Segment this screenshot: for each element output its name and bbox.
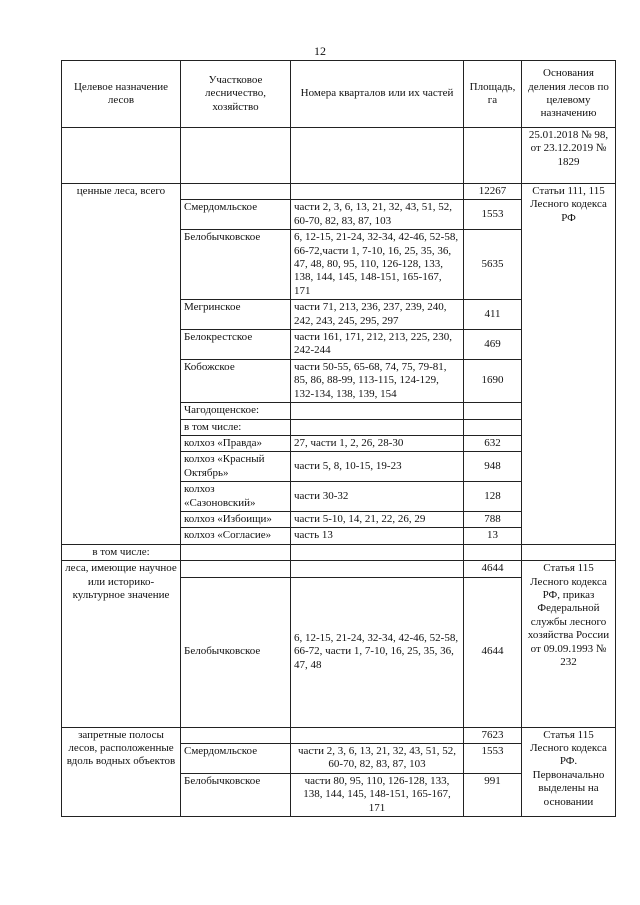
strips-total-empty [181, 727, 291, 743]
forestry-cell: колхоз «Согласие» [181, 528, 291, 544]
forestry-cell: Белобычковское [181, 577, 291, 727]
incl-empty [181, 544, 291, 560]
area-cell: 5635 [464, 230, 522, 300]
strips-basis: Статья 115 Лесного кодекса РФ. Первоначально выделены на основании [522, 727, 616, 816]
quarters-cell: части 2, 3, 6, 13, 21, 32, 43, 51, 52, 60-70, 82, 83, 87, 103 [291, 743, 464, 773]
carry-empty [181, 128, 291, 184]
forestry-cell: Белобычковское [181, 230, 291, 300]
quarters-cell [291, 403, 464, 419]
incl-row [62, 544, 616, 560]
quarters-cell: части 5, 8, 10-15, 19-23 [291, 452, 464, 482]
valuable-total-row [62, 184, 616, 200]
incl-empty [522, 544, 616, 560]
valuable-total-empty [181, 184, 291, 200]
quarters-cell [291, 419, 464, 435]
scientific-total: 4644 [464, 561, 522, 577]
quarters-cell: части 30-32 [291, 482, 464, 512]
forestry-cell: колхоз «Избоищи» [181, 511, 291, 527]
area-cell: 469 [464, 330, 522, 360]
forestry-cell: Белобычковское [181, 773, 291, 816]
carry-basis: 25.01.2018 № 98, от 23.12.2019 № 1829 [522, 128, 616, 184]
area-cell: 632 [464, 435, 522, 451]
quarters-cell: части 2, 3, 6, 13, 21, 32, 43, 51, 52, 60-70, 82, 83, 87, 103 [291, 200, 464, 230]
valuable-total: 12267 [464, 184, 522, 200]
valuable-total-empty [291, 184, 464, 200]
area-cell [464, 419, 522, 435]
area-cell: 1553 [464, 743, 522, 773]
scientific-label: леса, имеющие научное или историко-культурное значение [62, 561, 181, 727]
carry-empty [62, 128, 181, 184]
quarters-cell: части 71, 213, 236, 237, 239, 240, 242, 243, 245, 295, 297 [291, 300, 464, 330]
quarters-cell: части 5-10, 14, 21, 22, 26, 29 [291, 511, 464, 527]
quarters-cell: 6, 12-15, 21-24, 32-34, 42-46, 52-58, 66-72,части 1, 7-10, 16, 25, 35, 36, 47, 48, 80, 95, 110, 126-128, 133, 138, 144, 145, 148-151, 165-167, 171 [291, 230, 464, 300]
valuable-label: ценные леса, всего [62, 184, 181, 545]
strips-total-row [62, 727, 616, 743]
quarters-cell: части 80, 95, 110, 126-128, 133, 138, 144, 145, 148-151, 165-167, 171 [291, 773, 464, 816]
valuable-basis: Статьи 111, 115 Лесного кодекса РФ [522, 184, 616, 545]
quarters-cell: части 161, 171, 212, 213, 225, 230, 242-244 [291, 330, 464, 360]
page-number: 12 [314, 44, 326, 58]
header-purpose: Целевое назначение лесов [62, 61, 181, 128]
header-row [62, 61, 616, 128]
quarters-cell: 27, части 1, 2, 26, 28-30 [291, 435, 464, 451]
forest-purpose-table [61, 60, 616, 817]
carry-row [62, 128, 616, 184]
quarters-cell: части 50-55, 65-68, 74, 75, 79-81, 85, 86, 88-99, 113-115, 124-129, 132-134, 138, 139, 154 [291, 359, 464, 402]
area-cell: 788 [464, 511, 522, 527]
area-cell [464, 403, 522, 419]
area-cell: 4644 [464, 577, 522, 727]
forestry-cell: Кобожское [181, 359, 291, 402]
carry-empty [464, 128, 522, 184]
forestry-cell: колхоз «Красный Октябрь» [181, 452, 291, 482]
forestry-cell: Мегринское [181, 300, 291, 330]
forestry-cell: Смердомльское [181, 200, 291, 230]
scientific-total-empty [291, 561, 464, 577]
strips-label: запретные полосы лесов, расположенные вдоль водных объектов [62, 727, 181, 816]
forestry-cell: Белокрестское [181, 330, 291, 360]
forestry-cell: Смердомльское [181, 743, 291, 773]
incl-empty [291, 544, 464, 560]
header-quarters: Номера кварталов или их частей [291, 61, 464, 128]
area-cell: 1553 [464, 200, 522, 230]
scientific-total-empty [181, 561, 291, 577]
header-forestry: Участковое лесничество, хозяйство [181, 61, 291, 128]
header-basis: Основания деления лесов по целевому назначению [522, 61, 616, 128]
area-cell: 13 [464, 528, 522, 544]
area-cell: 411 [464, 300, 522, 330]
area-cell: 991 [464, 773, 522, 816]
forestry-cell: колхоз «Сазоновский» [181, 482, 291, 512]
strips-total: 7623 [464, 727, 522, 743]
incl-empty [464, 544, 522, 560]
forestry-cell: колхоз «Правда» [181, 435, 291, 451]
scientific-total-row [62, 561, 616, 577]
forestry-cell: в том числе: [181, 419, 291, 435]
forestry-cell: Чагодощенское: [181, 403, 291, 419]
quarters-cell: 6, 12-15, 21-24, 32-34, 42-46, 52-58, 66-72, части 1, 7-10, 16, 25, 35, 36, 47, 48 [291, 577, 464, 727]
quarters-cell: часть 13 [291, 528, 464, 544]
carry-empty [291, 128, 464, 184]
header-area: Площадь, га [464, 61, 522, 128]
scientific-basis: Статья 115 Лесного кодекса РФ, приказ Федеральной службы лесного хозяйства России от 09.09.1993 № 232 [522, 561, 616, 727]
area-cell: 1690 [464, 359, 522, 402]
area-cell: 948 [464, 452, 522, 482]
strips-total-empty [291, 727, 464, 743]
incl-label: в том числе: [62, 544, 181, 560]
area-cell: 128 [464, 482, 522, 512]
